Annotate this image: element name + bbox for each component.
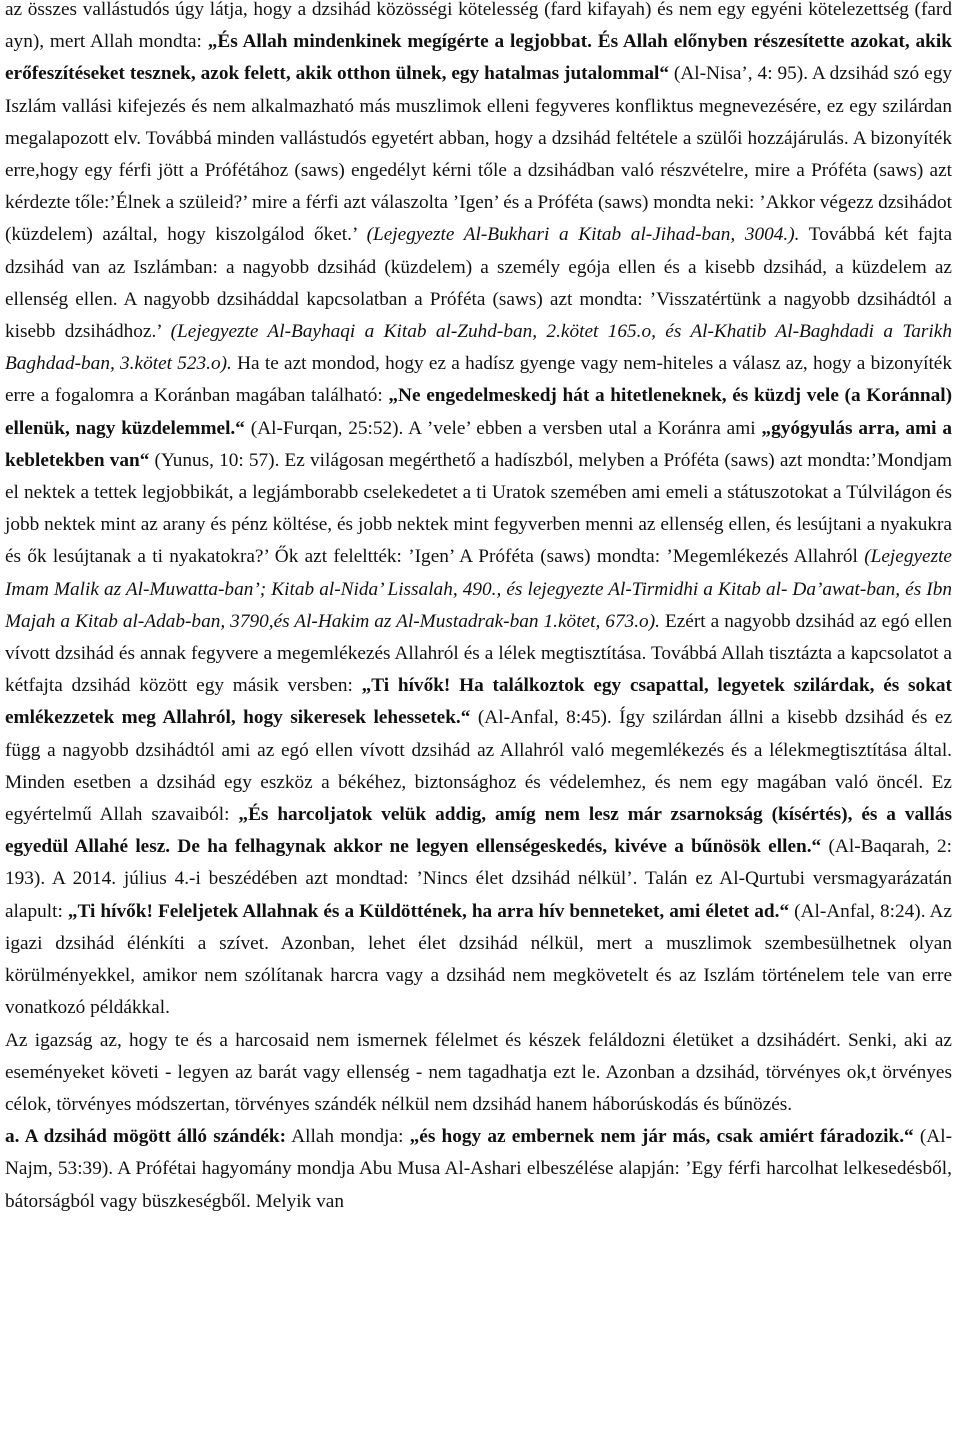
quran-quote: „Ti hívők! Feleljetek Allahnak és a Küldöttének, ha arra hív benneteket, ami életet ad.“ <box>67 900 790 922</box>
quran-quote: „Ti hívők! Ha találkoztok egy csapattal, legyetek szilárdak, és sokat emlékezzetek meg Allahról, hogy sikeresek lehessetek.“ <box>5 675 952 729</box>
text-span: (Al-Baqarah, 2: 193). A 2014. július 4.-i beszédében azt mondtad: ’Nincs élet dzsihád nélkül’. Talán ez Al-Qurtubi versmagyarázatán alapult: <box>5 836 952 922</box>
paragraph-3 <box>5 1121 952 1218</box>
citation: (Lejegyezte Imam Malik az Al-Muwatta-ban’; Kitab al-Nida’ Lissalah, 490., és lejegyezte Al-Tirmidhi a Kitab al- Da’awat-ban, és Ibn Majah a Kitab al-Adab-ban, 3790,és Al-Hakim az Al-Mustadrak-ban 1.kötet, 673.o). <box>5 546 952 632</box>
text-span: (Al-Anfal, 8:24). Az igazi dzsihád élénkíti a szívet. Azonban, lehet élet dzsihád nélkül, mert a muszlimok szembesülhetnek olyan körülményekkel, amikor nem szólítanak harcra vagy a dzsihád nem megkövetelt és az Iszlám történelem tele van erre vonatkozó példákkal. <box>5 900 952 1019</box>
quran-quote: „És harcoljatok velük addig, amíg nem lesz már zsarnokság (kísértés), és a vallás egyedül Allahé lesz. De ha felhagynak akkor ne legyen ellenségeskedés, kivéve a bűnösök ellen.“ <box>5 804 952 858</box>
text-span: (Al-Anfal, 8:45). Így szilárdan állni a kisebb dzsihád és ez függ a nagyobb dzsihádtól ami az egó ellen vívott dzsihád az Allahról való megemlékezés és a lélekmegtisztítása által. Minden esetben a dzsihád egy eszköz a békéhez, biztonsághoz és védelemhez, és nem egy magában való öncél. Ez egyértelmű Allah szavaiból: <box>5 707 952 826</box>
text-span: Az igazság az, hogy te és a harcosaid nem ismernek félelmet és készek feláldozni életüket a dzsihádért. Senki, aki az eseményeket követi - legyen az barát vagy ellenség - nem tagadhatja ezt le. Azonban a dzsihád, törvényes ok,t örvényes célok, törvényes módszertan, törvényes szándék nélkül nem dzsihád hanem háborúskodás és bűnözés. <box>5 1029 952 1115</box>
quran-quote: „gyógyulás arra, ami a kebletekben van“ <box>5 417 952 471</box>
text-span: Ha te azt mondod, hogy ez a hadísz gyenge vagy nem-hiteles a válasz az, hogy a bizonyíték erre a fogalomra a Koránban magában található: <box>5 353 952 407</box>
text-span: (Yunus, 10: 57). Ez világosan megérthető a hadíszból, melyben a Próféta (saws) azt mondta:’Mondjam el nektek a tettek legjobbikát, a legjámborabb cselekedetet a ti Uratok szemében ami emeli a státuszotokat a Túlvilágon és jobb nektek mint az arany és pénz költése, és jobb nektek mint fegyverben menni az ellenség ellen, és lesújtani a nyakukra és ők lesújtanak a ti nyakatokra?’ Ők azt feleltték: ’Igen’ A Próféta (saws) mondta: ’Megemlékezés Allahról <box>5 449 953 568</box>
citation: (Lejegyezte Al-Bukhari a Kitab al-Jihad-ban, 3004.). <box>366 224 800 246</box>
quran-quote: „és hogy az embernek nem jár más, csak amiért fáradozik.“ <box>409 1126 914 1148</box>
paragraph-1 <box>5 0 952 1025</box>
paragraph-2 <box>5 1025 952 1122</box>
section-heading: a. A dzsihád mögött álló szándék: <box>5 1126 287 1148</box>
text-span: Allah mondja: <box>286 1126 410 1148</box>
text-span: az összes vallástudós úgy látja, hogy a dzsihád közösségi kötelesség (fard kifayah) és nem egy egyéni kötelezettség (fard ayn), mert Allah mondta: <box>5 0 952 53</box>
text-span: (Al-Nisa’, 4: 95). A dzsihád szó egy Iszlám vallási kifejezés és nem alkalmazható más muszlimok elleni fegyveres konfliktus megnevezésére, ez egy szilárdan megalapozott elv. Továbbá minden vallástudós egyetért abban, hogy a dzsihád feltétele a szülői hozzájárulás. A bizonyíték erre,hogy egy férfi jött a Prófétához (saws) engedélyt kérni tőle a dzsihádban való részvételre, mire a Próféta (saws) azt kérdezte tőle:’Élnek a szüleid?’ mire a férfi azt válaszolta ’Igen’ és a Próféta (saws) mondta neki: ’Akkor végezz dzsihádot (küzdelem) azáltal, hogy kiszolgálod őket.’ <box>5 63 952 246</box>
quran-quote: „És Allah mindenkinek megígérte a legjobbat. És Allah előnyben részesítette azokat, akik erőfeszítéseket tesznek, azok felett, akik otthon ülnek, egy hatalmas jutalommal“ <box>5 31 952 85</box>
citation: (Lejegyezte Al-Bayhaqi a Kitab al-Zuhd-ban, 2.kötet 165.o, és Al-Khatib Al-Baghdadi a Tarikh Baghdad-ban, 3.kötet 523.o). <box>5 321 952 375</box>
text-span: Továbbá két fajta dzsihád van az Iszlámban: a nagyobb dzsihád (küzdelem) a személy egója ellen és a kisebb dzsihád, a küzdelem az ellenség ellen. A nagyobb dzsiháddal kapcsolatban a Próféta (saws) azt mondta: ’Visszatértünk a nagyobb dzsihádtól a kisebb dzsihádhoz.’ <box>5 224 953 343</box>
text-span: Ezért a nagyobb dzsihád az egó ellen vívott dzsihád és annak fegyvere a megemlékezés Allahról és a lélek megtisztítása. Továbbá Allah tisztázta a kapcsolatot a kétfajta dzsihád között egy másik versben: <box>5 610 953 697</box>
text-span: (Al-Furqan, 25:52). A ’vele’ ebben a versben utal a Koránra ami <box>244 417 762 439</box>
text-span: (Al-Najm, 53:39). A Prófétai hagyomány mondja Abu Musa Al-Ashari elbeszélése alapján: ’Egy férfi harcolhat lelkesedésből, bátorságból vagy büszkeségből. Melyik van <box>5 1126 952 1212</box>
quran-quote: „Ne engedelmeskedj hát a hitetleneknek, és küzdj vele (a Koránnal) ellenük, nagy küzdelemmel.“ <box>5 385 952 439</box>
